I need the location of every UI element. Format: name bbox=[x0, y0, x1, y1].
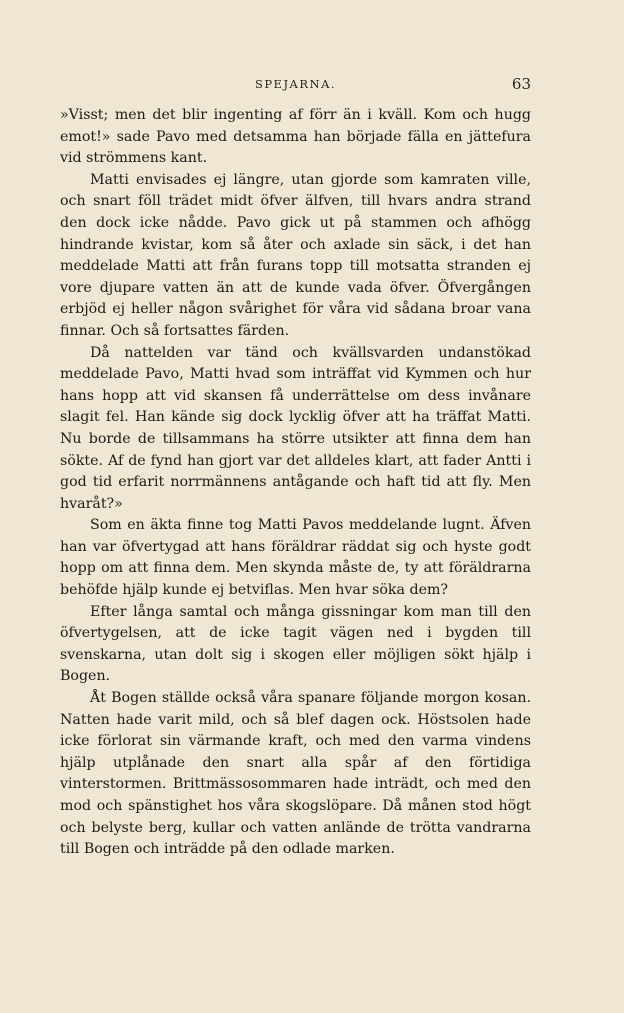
paragraph: Som en äkta finne tog Matti Pavos meddelande lugnt. Äfven han var öfvertygad att hans föräldrar räddat sig och hyste godt hopp om att finna dem. Men skynda måste de, ty att föräldrarna behöfde hjälp kunde ej betviflas. Men hvar söka dem? bbox=[60, 517, 531, 599]
paragraph: Matti envisades ej längre, utan gjorde som kamraten ville, och snart föll trädet midt öfver älfven, till hvars andra strand den dock icke nådde. Pavo gick ut på stammen och afhögg hindrande kvistar, kom så åter och axlade sin säck, i det han meddelade Matti att från furans topp till motsatta stranden ej vore djupare vatten än att de kunde vada öfver. Öfvergången erbjöd ej heller någon svårighet för våra vid sådana broar vana finnar. Och så fortsattes färden. bbox=[60, 171, 531, 339]
page-header bbox=[60, 75, 531, 97]
paragraph: Efter långa samtal och många gissningar kom man till den öfvertygelsen, att de icke tagit vägen ned i bygden till svenskarna, utan dolt sig i skogen eller möjligen sökt hjälp i Bogen. bbox=[60, 603, 531, 685]
body-text bbox=[60, 105, 531, 861]
page-number: 63 bbox=[511, 75, 531, 93]
paragraph: Åt Bogen ställde också våra spanare följande morgon kosan. Natten hade varit mild, och så blef dagen ock. Höstsolen hade icke förlorat sin värmande kraft, och med den varma vindens hjälp utplånade den snart alla spår af den förtidiga vinterstormen. Brittmässosommaren hade inträdt, och med den mod och spänstighet hos våra skogslöpare. Då månen stod högt och belyste berg, kullar och vatten anlände de trötta vandrarna till Bogen och inträdde på den odlade marken. bbox=[60, 690, 531, 858]
running-title: SPEJARNA. bbox=[254, 77, 337, 91]
paragraph: Då nattelden var tänd och kvällsvarden undanstökad meddelade Pavo, Matti hvad som inträffat vid Kymmen och hur hans hopp att vid skansen få underrättelse om dess invånare slagit fel. Han kände sig dock lycklig öfver att ha träffat Matti. Nu borde de tillsammans ha större utsikter att finna dem han sökte. Af de fynd han gjort var det alldeles klart, att fader Antti i god tid erfarit norrmännens antågande och haft tid att fly. Men hvaråt?» bbox=[60, 344, 531, 512]
paragraph: »Visst; men det blir ingenting af förr än i kväll. Kom och hugg emot!» sade Pavo med detsamma han började fälla en jättefura vid strömmens kant. bbox=[60, 107, 531, 167]
